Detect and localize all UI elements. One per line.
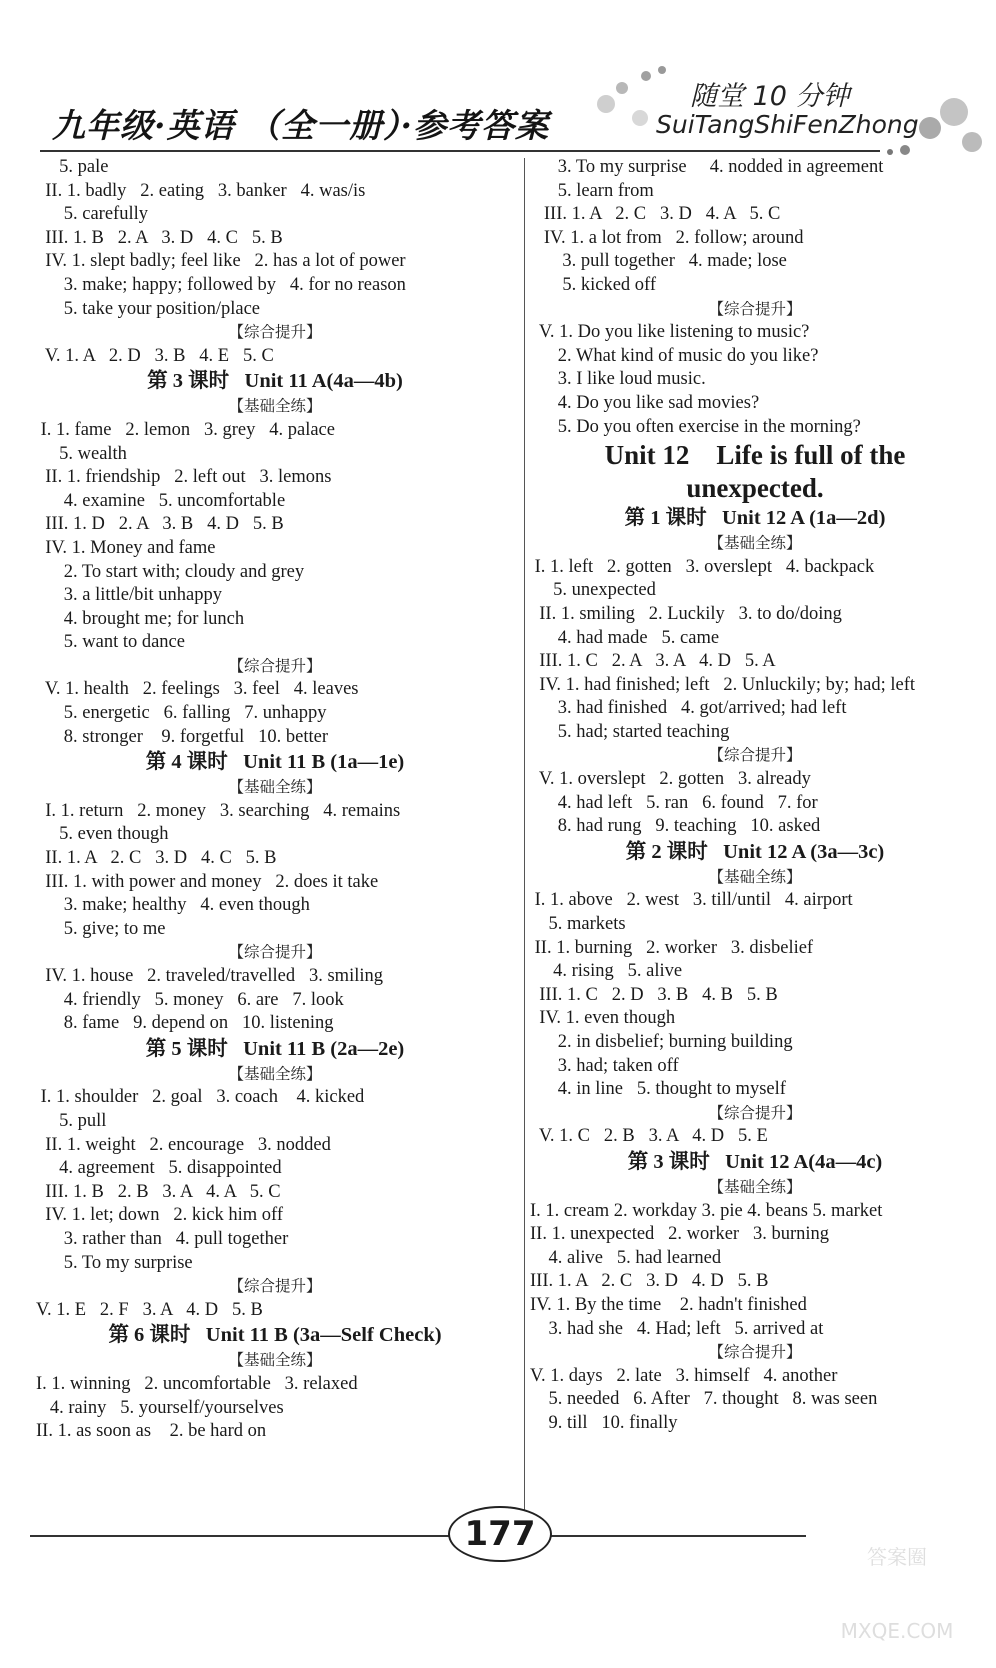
answer-line: IV. 1. Money and fame [36, 537, 216, 558]
answer-line: 3. pull together 4. made; lose [530, 251, 787, 272]
section-heading: 【基础全练】 [708, 867, 802, 886]
answer-line: IV. 1. let; down 2. kick him off [36, 1205, 283, 1226]
answer-line: II. 1. badly 2. eating 3. banker 4. was/is [36, 180, 366, 201]
answer-line: 8. stronger 9. forgetful 10. better [36, 726, 328, 747]
answer-line: III. 1. C 2. D 3. B 4. B 5. B [530, 984, 778, 1005]
answer-line: I. 1. above 2. west 3. till/until 4. airport [530, 890, 853, 911]
answer-line: 2. in disbelief; burning building [530, 1032, 793, 1052]
answer-line: II. 1. A 2. C 3. D 4. C 5. B [36, 848, 277, 869]
answer-line: II. 1. as soon as 2. be hard on [36, 1421, 267, 1442]
section-heading: 【综合提升】 [228, 323, 322, 342]
answer-line: V. 1. overslept 2. gotten 3. already [530, 769, 811, 790]
answer-line: IV. 1. By the time 2. hadn't finished [530, 1294, 807, 1315]
answer-line: I. 1. fame 2. lemon 3. grey 4. palace [36, 419, 335, 440]
answer-line: II. 1. unexpected 2. worker 3. burning [530, 1224, 829, 1245]
answer-line: V. 1. C 2. B 3. A 4. D 5. E [530, 1126, 768, 1147]
answer-line: II. 1. friendship 2. left out 3. lemons [36, 467, 332, 488]
unit-title: unexpected. [686, 473, 824, 504]
answer-line: 5. even though [36, 824, 169, 845]
watermark-logo: 答案圈 MXQE.COM [840, 1545, 954, 1643]
answer-line: 3. had; taken off [530, 1055, 679, 1076]
answer-line: 5. want to dance [36, 632, 185, 653]
answer-line: 4. agreement 5. disappointed [36, 1158, 282, 1179]
answer-line: III. 1. A 2. C 3. D 4. A 5. C [530, 204, 781, 225]
answer-line: 3. make; healthy 4. even though [36, 895, 310, 916]
answer-line: III. 1. D 2. A 3. B 4. D 5. B [36, 514, 284, 535]
answer-line: 5. kicked off [530, 274, 657, 295]
answer-line: IV. 1. even though [530, 1008, 676, 1029]
answer-line: 3. To my surprise 4. nodded in agreement [530, 157, 884, 177]
answer-column-right [530, 156, 980, 1436]
column-divider [524, 158, 525, 1543]
answer-line: III. 1. B 2. B 3. A 4. A 5. C [36, 1181, 281, 1202]
answer-line: 3. I like loud music. [530, 369, 706, 390]
answer-line: 5. pale [36, 157, 109, 177]
answer-column-left [36, 156, 514, 1444]
answer-line: 3. a little/bit unhappy [36, 585, 223, 606]
answer-line: 5. markets [530, 914, 626, 935]
answer-line: 4. alive 5. had learned [530, 1247, 722, 1268]
section-heading: 【综合提升】 [228, 943, 322, 962]
answer-line: 4. had made 5. came [530, 627, 720, 648]
section-heading: 【综合提升】 [708, 1103, 802, 1122]
answer-line: II. 1. weight 2. encourage 3. nodded [36, 1134, 331, 1155]
lesson-heading: 第 5 课时 Unit 11 B (2a—2e) [145, 1037, 405, 1060]
answer-line: 3. had she 4. Had; left 5. arrived at [530, 1318, 824, 1339]
section-heading: 【基础全练】 [228, 1064, 322, 1083]
answer-line: 9. till 10. finally [530, 1412, 678, 1433]
answer-line: 5. give; to me [36, 918, 166, 939]
answer-line: II. 1. smiling 2. Luckily 3. to do/doing [530, 603, 842, 624]
section-heading: 【综合提升】 [708, 746, 802, 765]
section-heading: 【综合提升】 [228, 1277, 322, 1296]
lesson-heading: 第 1 课时 Unit 12 A (1a—2d) [624, 507, 886, 530]
answer-line: 2. What kind of music do you like? [530, 345, 819, 366]
answer-line: V. 1. days 2. late 3. himself 4. another [530, 1365, 838, 1386]
lesson-heading: 第 4 课时 Unit 11 B (1a—1e) [145, 751, 405, 774]
lesson-heading: 第 3 课时 Unit 12 A(4a—4c) [627, 1150, 883, 1173]
answer-line: 8. fame 9. depend on 10. listening [36, 1013, 334, 1034]
answer-line: 4. brought me; for lunch [36, 608, 245, 629]
footer-divider-right [546, 1535, 806, 1537]
answer-line: 5. To my surprise [36, 1252, 193, 1273]
answer-line: IV. 1. a lot from 2. follow; around [530, 227, 804, 248]
answer-line: 3. rather than 4. pull together [36, 1228, 289, 1249]
answer-line: 4. friendly 5. money 6. are 7. look [36, 989, 344, 1010]
section-heading: 【基础全练】 [228, 1351, 322, 1370]
header-divider [40, 150, 880, 152]
answer-line: 3. had finished 4. got/arrived; had left [530, 698, 847, 719]
answer-line: 5. had; started teaching [530, 721, 730, 742]
answer-line: 5. pull [36, 1110, 107, 1131]
brand-name-chinese: 随堂 10 分钟 [690, 81, 850, 112]
answer-line: V. 1. A 2. D 3. B 4. E 5. C [36, 345, 274, 366]
answer-line: 4. in line 5. thought to myself [530, 1079, 786, 1100]
answer-line: IV. 1. had finished; left 2. Unluckily; by; had; left [530, 674, 916, 695]
answer-line: 5. take your position/place [36, 298, 261, 319]
page-number: 177 [448, 1506, 552, 1562]
answer-line: 5. unexpected [530, 580, 656, 601]
answer-line: 4. Do you like sad movies? [530, 392, 760, 413]
answer-line: III. 1. A 2. C 3. D 4. D 5. B [530, 1271, 769, 1292]
lesson-heading: 第 6 课时 Unit 11 B (3a—Self Check) [108, 1324, 442, 1347]
section-heading: 【基础全练】 [708, 1177, 802, 1196]
section-heading: 【综合提升】 [228, 656, 322, 675]
section-heading: 【综合提升】 [708, 1343, 802, 1362]
section-heading: 【基础全练】 [708, 534, 802, 553]
answer-line: 4. had left 5. ran 6. found 7. for [530, 792, 818, 813]
answer-line: I. 1. return 2. money 3. searching 4. remains [36, 800, 401, 821]
answer-line: 5. learn from [530, 180, 654, 201]
answer-line: 5. needed 6. After 7. thought 8. was seen [530, 1389, 878, 1410]
answer-line: IV. 1. house 2. traveled/travelled 3. smiling [36, 966, 383, 986]
answer-line: V. 1. health 2. feelings 3. feel 4. leaves [36, 679, 359, 700]
lesson-heading: 第 2 课时 Unit 12 A (3a—3c) [625, 840, 885, 863]
answer-line: 4. examine 5. uncomfortable [36, 490, 286, 511]
answer-line: I. 1. shoulder 2. goal 3. coach 4. kicked [36, 1087, 365, 1108]
answer-line: 8. had rung 9. teaching 10. asked [530, 816, 821, 837]
brand-name-pinyin: SuiTangShiFenZhong [656, 110, 919, 139]
answer-line: 5. carefully [36, 204, 148, 225]
answer-line: 5. Do you often exercise in the morning? [530, 416, 861, 437]
answer-line: III. 1. with power and money 2. does it take [36, 871, 379, 892]
section-heading: 【基础全练】 [228, 397, 322, 416]
answer-line: III. 1. B 2. A 3. D 4. C 5. B [36, 227, 283, 248]
answer-line: 5. energetic 6. falling 7. unhappy [36, 703, 327, 724]
page-title: 九年级·英语 （全一册）·参考答案 [52, 106, 549, 145]
answer-line: I. 1. cream 2. workday 3. pie 4. beans 5. market [530, 1200, 883, 1221]
answer-line: 4. rainy 5. yourself/yourselves [36, 1397, 284, 1418]
answer-line: I. 1. winning 2. uncomfortable 3. relaxed [36, 1373, 358, 1394]
answer-line: 5. wealth [36, 443, 127, 464]
answer-line: 3. make; happy; followed by 4. for no reason [36, 274, 406, 295]
page-header [0, 0, 996, 160]
answer-line: I. 1. left 2. gotten 3. overslept 4. backpack [530, 556, 875, 577]
unit-title: Unit 12 Life is full of the [604, 440, 906, 471]
answer-line: 2. To start with; cloudy and grey [36, 561, 305, 582]
footer-divider-left [30, 1535, 450, 1537]
answer-line: V. 1. E 2. F 3. A 4. D 5. B [36, 1299, 263, 1320]
section-heading: 【综合提升】 [708, 299, 802, 318]
answer-line: IV. 1. slept badly; feel like 2. has a lot of power [36, 251, 406, 272]
answer-line: 4. rising 5. alive [530, 961, 683, 982]
answer-line: V. 1. Do you like listening to music? [530, 322, 810, 343]
answer-line: III. 1. C 2. A 3. A 4. D 5. A [530, 651, 776, 672]
answer-line: II. 1. burning 2. worker 3. disbelief [530, 937, 814, 958]
lesson-heading: 第 3 课时 Unit 11 A(4a—4b) [147, 370, 403, 393]
section-heading: 【基础全练】 [228, 778, 322, 797]
